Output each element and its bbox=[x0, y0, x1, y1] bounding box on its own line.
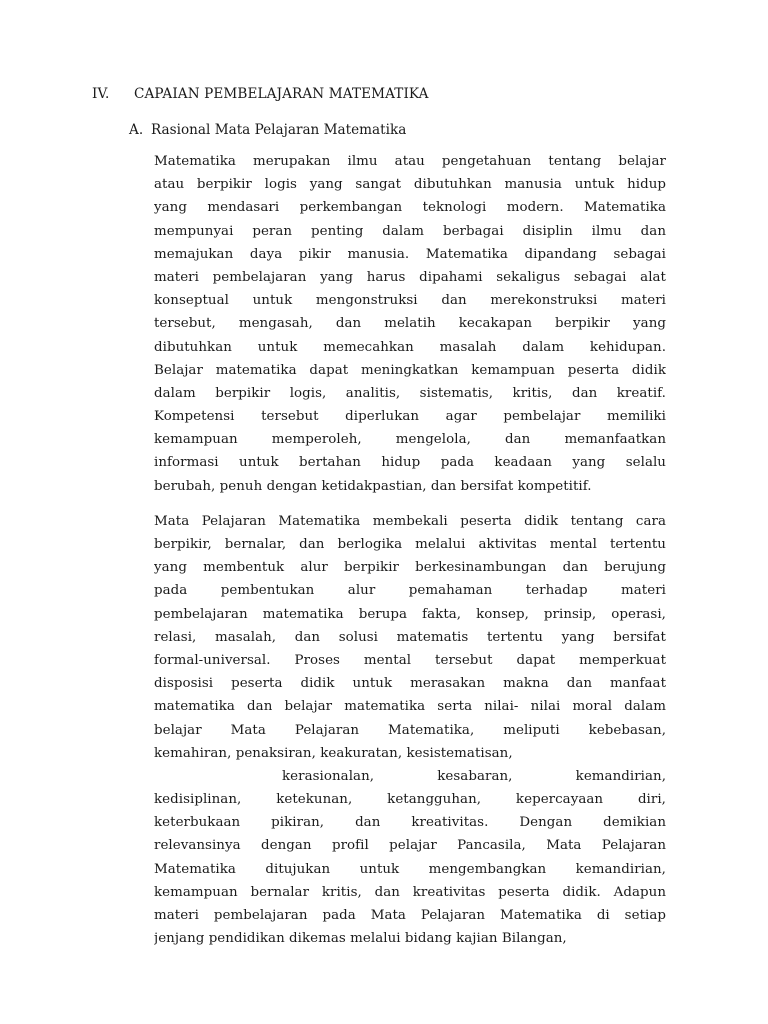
subsection-letter: A. bbox=[129, 122, 144, 138]
text-line: kemampuan bernalar kritis, dan kreativitas peserta didik. Adapun bbox=[154, 884, 666, 900]
subsection-title: Rasional Mata Pelajaran Matematika bbox=[151, 122, 407, 138]
text-line: kerasionalan, kesabaran, kemandirian, bbox=[282, 768, 666, 784]
text-line: konseptual untuk mengonstruksi dan merekonstruksi materi bbox=[154, 293, 666, 309]
text-line: informasi untuk bertahan hidup pada keadaan yang selalu bbox=[154, 455, 666, 471]
text-line: keterbukaan pikiran, dan kreativitas. Dengan demikian bbox=[154, 815, 666, 831]
text-line: yang membentuk alur berpikir berkesinambungan dan berujung bbox=[154, 560, 666, 576]
section-number: IV. bbox=[92, 86, 110, 102]
text-line: relasi, masalah, dan solusi matematis tertentu yang bersifat bbox=[154, 629, 666, 645]
section-title: CAPAIAN PEMBELAJARAN MATEMATIKA bbox=[134, 86, 429, 102]
text-line: dibutuhkan untuk memecahkan masalah dalam kehidupan. bbox=[154, 339, 666, 355]
text-line: materi pembelajaran pada Mata Pelajaran Matematika di setiap bbox=[154, 908, 666, 923]
text-line: kedisiplinan, ketekunan, ketangguhan, kepercayaan diri, bbox=[154, 792, 666, 808]
text-line: matematika dan belajar matematika serta nilai- nilai moral dalam bbox=[154, 699, 666, 715]
text-line: jenjang pendidikan dikemas melalui bidang kajian Bilangan, bbox=[154, 931, 567, 947]
text-line: Matematika ditujukan untuk mengembangkan kemandirian, bbox=[154, 861, 666, 877]
text-line: kemahiran, penaksiran, keakuratan, kesistematisan, bbox=[154, 745, 513, 761]
text-line: disposisi peserta didik untuk merasakan makna dan manfaat bbox=[154, 676, 666, 692]
subsection-heading bbox=[129, 122, 406, 138]
text-line: materi pembelajaran yang harus dipahami sekaligus sebagai alat bbox=[154, 269, 666, 285]
text-line: memajukan daya pikir manusia. Matematika dipandang sebagai bbox=[154, 246, 666, 262]
paragraph-1 bbox=[154, 150, 666, 498]
text-line: Kompetensi tersebut diperlukan agar pembelajar memiliki bbox=[154, 409, 666, 425]
text-line: Mata Pelajaran Matematika membekali peserta didik tentang cara bbox=[154, 513, 666, 529]
paragraph-2 bbox=[154, 510, 666, 951]
text-line: atau berpikir logis yang sangat dibutuhkan manusia untuk hidup bbox=[154, 177, 666, 193]
text-line: Belajar matematika dapat meningkatkan kemampuan peserta didik bbox=[154, 362, 666, 378]
section-heading bbox=[92, 86, 429, 102]
text-line: berubah, penuh dengan ketidakpastian, dan bersifat kompetitif. bbox=[154, 478, 592, 494]
text-line: berpikir, bernalar, dan berlogika melalui aktivitas mental tertentu bbox=[154, 537, 666, 552]
text-line: formal-universal. Proses mental tersebut dapat memperkuat bbox=[154, 652, 666, 668]
text-line: Matematika merupakan ilmu atau pengetahuan tentang belajar bbox=[154, 154, 666, 169]
text-line: dalam berpikir logis, analitis, sistematis, kritis, dan kreatif. bbox=[154, 385, 666, 401]
text-line: pembelajaran matematika berupa fakta, konsep, prinsip, operasi, bbox=[154, 606, 666, 622]
text-line: mempunyai peran penting dalam berbagai disiplin ilmu dan bbox=[154, 223, 666, 239]
text-line: relevansinya dengan profil pelajar Pancasila, Mata Pelajaran bbox=[154, 838, 666, 854]
text-line: yang mendasari perkembangan teknologi modern. Matematika bbox=[154, 200, 666, 216]
body-text bbox=[154, 150, 666, 950]
text-line: pada pembentukan alur pemahaman terhadap materi bbox=[154, 583, 666, 599]
text-line: belajar Mata Pelajaran Matematika, meliputi kebebasan, bbox=[154, 722, 666, 738]
text-line: tersebut, mengasah, dan melatih kecakapan berpikir yang bbox=[154, 316, 666, 332]
text-line: kemampuan memperoleh, mengelola, dan memanfaatkan bbox=[154, 432, 666, 448]
